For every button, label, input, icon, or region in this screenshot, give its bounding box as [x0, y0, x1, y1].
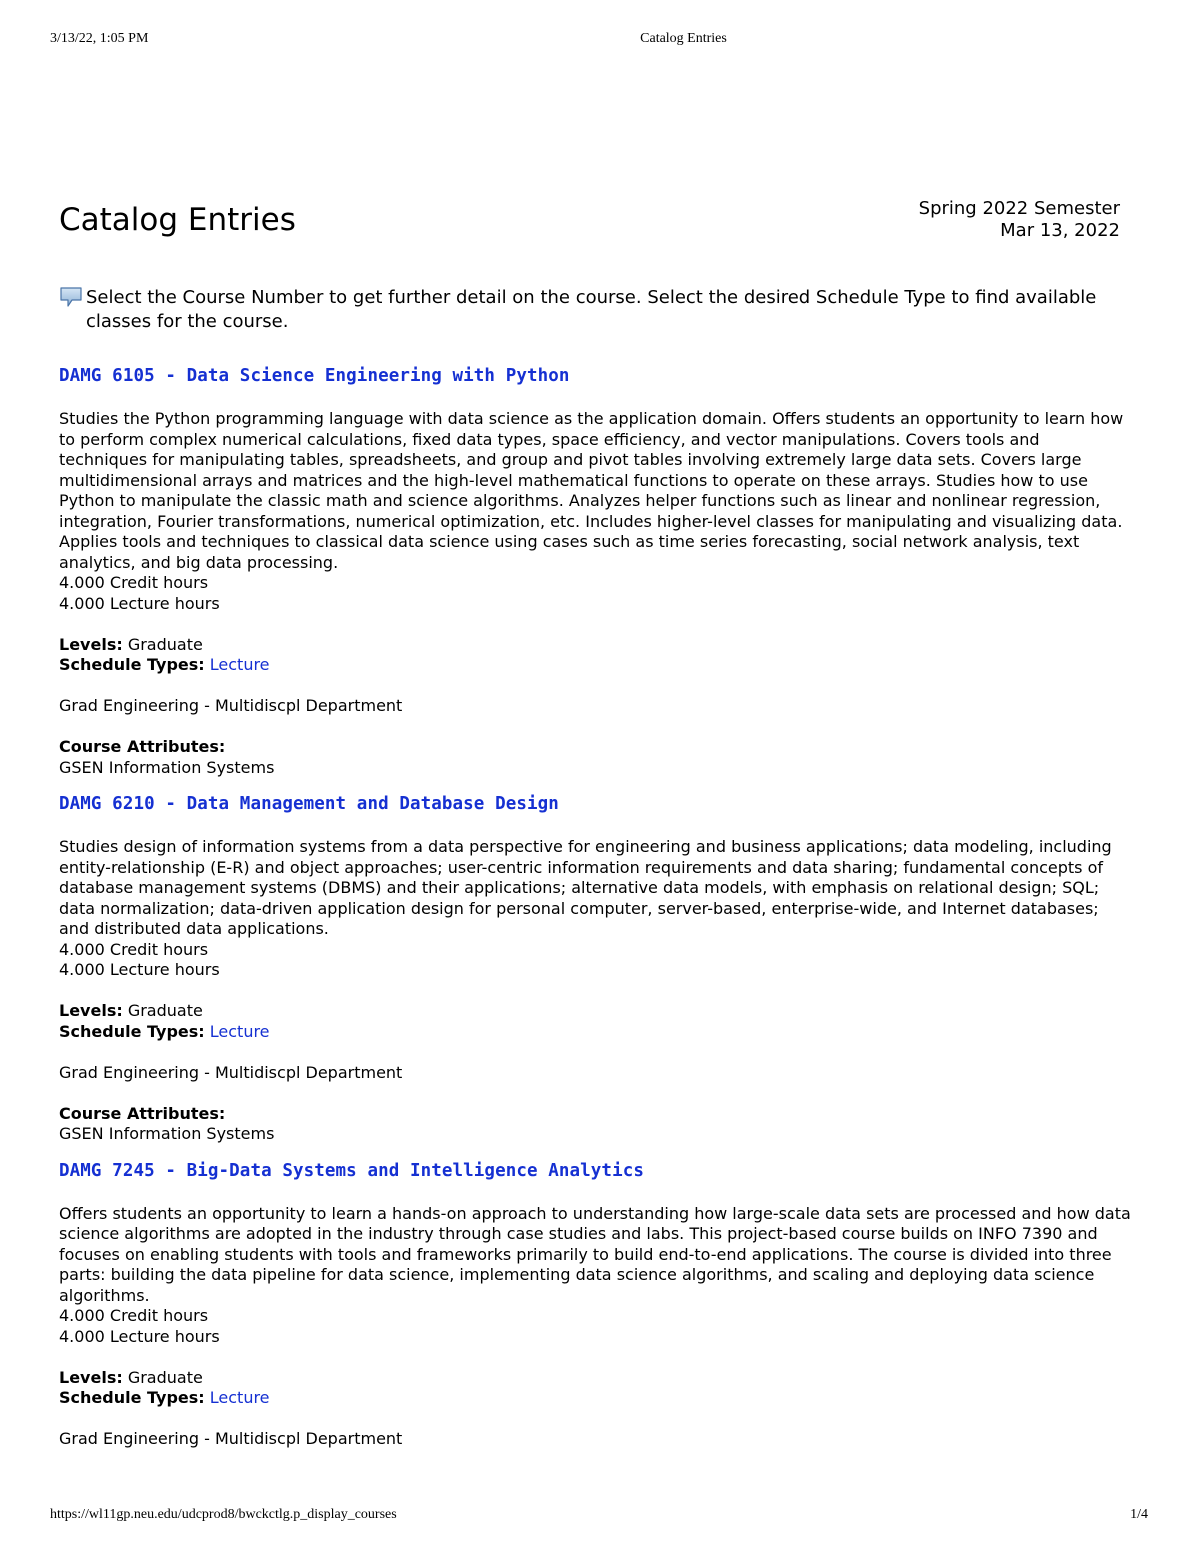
- lecture-hours: 4.000 Lecture hours: [59, 593, 220, 613]
- course-description: Studies the Python programming language with data science as the application domain. Offers students an opportunity to learn how to perform complex numerical calculations, fixed data types, space efficiency, and vector manipulations. Covers tools and techniques for manipulating tables, spreadsheets, and group and pivot tables involving extremely large data sets. Covers large multidimensional arrays and matrices and the high-level mathematical functions to operate on these arrays. Studies how to use Python to manipulate the classic math and science algorithms. Analyzes helper functions such as linear and nonlinear regression, integration, Fourier transformations, numerical optimization, etc. Includes higher-level classes for manipulating and visualizing data. Applies tools and techniques to classical data science using cases such as time series forecasting, social network analysis, text analytics, and big data processing.: [59, 409, 1124, 572]
- course-attributes-label: Course Attributes:: [59, 737, 226, 756]
- levels-row: [59, 635, 1131, 656]
- levels-value: Graduate: [127, 1367, 203, 1387]
- print-url: https://wl11gp.neu.edu/udcprod8/bwckctlg.p_display_courses: [50, 1507, 397, 1522]
- course-attributes-value: GSEN Information Systems: [59, 1124, 275, 1143]
- semester-info: [919, 198, 1120, 242]
- print-page-number: 1/4: [1130, 1507, 1148, 1522]
- course-title-link[interactable]: DAMG 7245 - Big-Data Systems and Intelligence Analytics: [59, 1160, 644, 1181]
- course-title-link[interactable]: DAMG 6210 - Data Management and Database Design: [59, 794, 559, 814]
- course-attributes-value: GSEN Information Systems: [59, 757, 275, 777]
- levels-label: Levels:: [59, 1001, 123, 1020]
- credit-hours: 4.000 Credit hours: [59, 1306, 209, 1325]
- schedule-types-row: [59, 655, 1131, 676]
- schedule-types-row: [59, 1022, 1131, 1043]
- schedule-type-link[interactable]: Lecture: [209, 655, 270, 674]
- course-description: Offers students an opportunity to learn a hands-on approach to understanding how large-scale data sets are processed and how data science algorithms are adopted in the industry through case studies and labs. This project-based course builds on INFO 7390 and focuses on enabling students with tools and frameworks primarily to build end-to-end applications. The course is divided into three parts: building the data pipeline for data science, implementing data science algorithms, and scaling and deploying data science algorithms.: [59, 1203, 1131, 1305]
- lecture-hours: 4.000 Lecture hours: [59, 1326, 220, 1346]
- department: Grad Engineering - Multidiscpl Department: [59, 696, 403, 715]
- schedule-types-label: Schedule Types:: [59, 1021, 205, 1041]
- credit-hours: 4.000 Credit hours: [59, 573, 209, 592]
- credit-hours: 4.000 Credit hours: [59, 939, 209, 959]
- schedule-types-row: [59, 1388, 1131, 1409]
- print-datetime: 3/13/22, 1:05 PM: [50, 31, 149, 46]
- semester-label: Spring 2022 Semester: [918, 198, 1120, 219]
- course-entry: [59, 364, 1131, 778]
- levels-label: Levels:: [59, 634, 123, 654]
- course-title-link[interactable]: DAMG 6105 - Data Science Engineering with Python: [59, 366, 570, 386]
- department: Grad Engineering - Multidiscpl Department: [59, 1429, 403, 1448]
- info-text: Select the Course Number to get further detail on the course. Select the desired Schedule Type to find available classes for the course.: [86, 287, 1097, 332]
- print-document-title: Catalog Entries: [640, 31, 727, 46]
- lecture-hours: 4.000 Lecture hours: [59, 960, 220, 979]
- schedule-type-link[interactable]: Lecture: [209, 1021, 270, 1041]
- course-description: Studies design of information systems from a data perspective for engineering and business applications; data modeling, including entity-relationship (E-R) and object approaches; user-centric information requirements and data sharing; fundamental concepts of database management systems (DBMS) and their applications; alternative data models, with emphasis on relational design; SQL; data normalization; data-driven application design for personal computer, server-based, enterprise-wide, and Internet databases; and distributed data applications.: [59, 837, 1112, 938]
- department: Grad Engineering - Multidiscpl Department: [59, 1062, 403, 1082]
- schedule-types-label: Schedule Types:: [59, 1388, 205, 1407]
- schedule-types-label: Schedule Types:: [59, 655, 205, 674]
- schedule-type-link[interactable]: Lecture: [209, 1388, 270, 1407]
- info-message: [59, 286, 1139, 334]
- speech-bubble-icon: [59, 286, 83, 308]
- levels-label: Levels:: [59, 1367, 123, 1387]
- page-title: Catalog Entries: [59, 202, 296, 238]
- levels-value: Graduate: [127, 634, 203, 654]
- course-entry: [59, 1159, 1131, 1450]
- levels-value: Graduate: [127, 1001, 203, 1020]
- course-list: [59, 364, 1131, 1450]
- course-entry: [59, 792, 1131, 1145]
- semester-date: Mar 13, 2022: [1000, 220, 1120, 241]
- levels-row: [59, 1368, 1131, 1389]
- levels-row: [59, 1001, 1131, 1022]
- course-attributes-label: Course Attributes:: [59, 1103, 226, 1123]
